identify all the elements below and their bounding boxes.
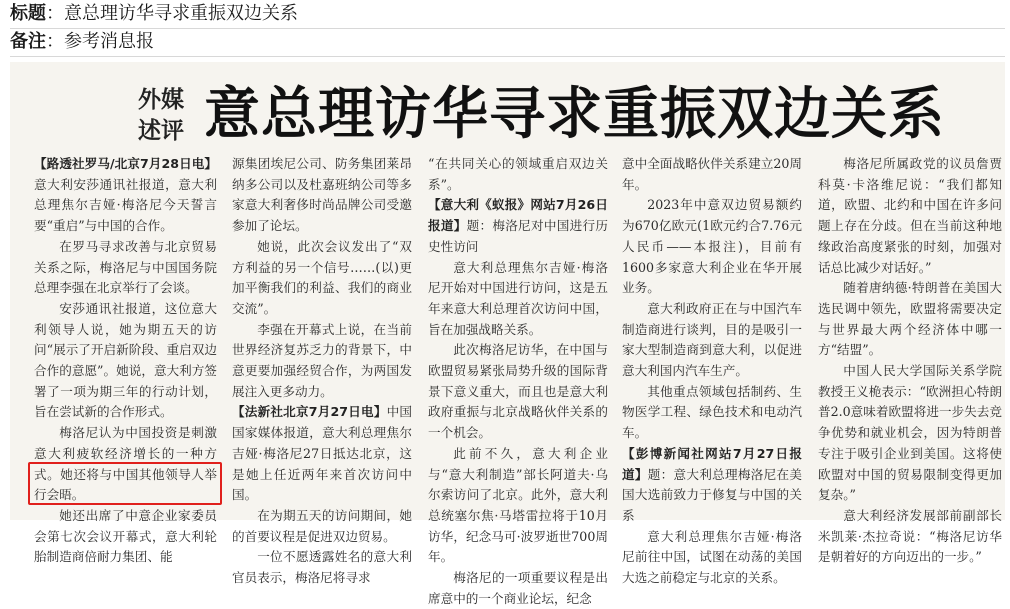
paragraph: 梅洛尼所属政党的议员詹贾科莫·卡洛维尼说：“我们都知道，欧盟、北约和中国在许多问题上存在分歧。但在当前这种地缘政治高度紧张的时刻，加强对话总比减少对话好。” [818, 156, 1002, 275]
paragraph-text: 题：梅洛尼对中国进行历史性访问 [428, 218, 609, 254]
paragraph: 她说，此次会议发出了“双方利益的另一个信号……(以)更加平衡我们的利益、我们的商业交流”。 [232, 238, 412, 316]
paragraph: 梅洛尼的一项重要议程是出席意中的一个商业论坛，纪念 [428, 570, 608, 606]
article-column-3 [428, 154, 608, 609]
paragraph: 意大利政府正在与中国汽车制造商进行谈判，目的是吸引一家大型制造商到意大利，以促进意大利国内汽车生产。 [622, 300, 802, 379]
paragraph: 梅洛尼认为中国投资是刺激意大利疲软经济增长的一种方式。她还将与中国其他领导人举行会晤。 [34, 425, 217, 503]
paragraph: 意大利总理焦尔吉娅·梅洛尼开始对中国进行访问，这是五年来意大利总理首次访问中国，旨在加强战略关系。 [428, 259, 608, 337]
note-value: 参考消息报 [64, 31, 154, 52]
article-column-2 [232, 154, 412, 589]
article-headline: 意总理访华寻求重振双边关系 [204, 82, 945, 147]
paragraph [232, 402, 412, 506]
paragraph: 意大利经济发展部前副部长米凯莱·杰拉奇说：“梅洛尼访华是朝着好的方向迈出的一步。” [818, 507, 1002, 565]
paragraph: 安莎通讯社报道，这位意大利领导人说，她为期五天的访问“展示了开启新阶段、重启双边合作的意愿”。她说，意大利方签署了一项为期三年的行动计划，旨在尝试新的合作形式。 [34, 300, 217, 420]
note-key: 备注 [10, 31, 46, 52]
paragraph: 其他重点领域包括制药、生物医学工程、绿色技术和电动汽车。 [622, 383, 802, 441]
title-row [10, 2, 298, 26]
article-column-1 [34, 154, 217, 568]
article-kicker [138, 84, 184, 146]
paragraph: 中国人民大学国际关系学院教授王义桅表示：“欧洲担心特朗普2.0意味着欧盟将进一步失去竞争优势和就业机会，因为特朗普专注于吸引企业到美国。这将使欧盟对中国的贸易限制变得更加复杂。” [818, 363, 1002, 503]
paragraph-text: 中国国家媒体报道，意大利总理焦尔吉娅·梅洛尼27日抵达北京，这是她上任近两年来首次访问中国。 [232, 404, 412, 503]
paragraph: 一位不愿透露姓名的意大利官员表示，梅洛尼将寻求 [232, 549, 412, 586]
paragraph: 意中全面战略伙伴关系建立20周年。 [622, 156, 802, 192]
dateline: 【路透社罗马/北京7月28日电】 [34, 156, 217, 171]
highlight-box [28, 462, 222, 505]
paragraph: 此前不久，意大利企业与“意大利制造”部长阿道夫·乌尔索访问了北京。此外，意大利总统塞尔焦·马塔雷拉将于10月访华，纪念马可·波罗逝世700周年。 [428, 445, 608, 565]
article-column-5 [818, 154, 1002, 568]
paragraph: 源集团埃尼公司、防务集团莱昂纳多公司以及杜嘉班纳公司等多家意大利奢侈时尚品牌公司受邀参加了论坛。 [232, 156, 412, 234]
dateline: 【法新社北京7月27日电】 [232, 404, 387, 420]
paragraph: 意大利总理焦尔吉娅·梅洛尼前往中国，试图在动荡的美国大选之前稳定与北京的关系。 [622, 528, 802, 586]
paragraph: 在为期五天的访问期间，她的首要议程是促进双边贸易。 [232, 507, 412, 544]
dateline: 【彭博新闻社网站7月27日报道】 [622, 445, 802, 482]
paragraph: 在罗马寻求改善与北京贸易关系之际，梅洛尼与中国国务院总理李强在北京举行了会谈。 [34, 238, 217, 296]
divider [10, 28, 1005, 29]
article-column-4 [622, 154, 802, 589]
paragraph-text: 题：意大利总理梅洛尼在美国大选前致力于修复与中国的关系 [622, 466, 803, 523]
paragraph [428, 195, 608, 257]
paragraph: 随着唐纳德·特朗普在美国大选民调中领先，欧盟将需要决定与世界最大两个经济体中哪一方“结盟”。 [818, 280, 1002, 358]
paragraph: 她还出席了中意企业家委员会第七次会议开幕式，意大利轮胎制造商倍耐力集团、能 [34, 507, 217, 565]
paragraph: 李强在开幕式上说，在当前世界经济复苏乏力的背景下，中意更要加强经贸合作，为两国发展注入更多动力。 [232, 321, 412, 399]
paragraph: 2023年中意双边贸易额约为670亿欧元(1欧元约合7.76元人民币——本报注)，目前有1600多家意大利企业在华开展业务。 [622, 197, 802, 296]
paragraph-text: 意大利安莎通讯社报道，意大利总理焦尔吉娅·梅洛尼今天誓言要“重启”与中国的合作。 [34, 176, 217, 234]
kicker-line-1: 外媒 [138, 86, 184, 113]
dateline: 【意大利《蚁报》网站7月26日报道】 [428, 197, 608, 234]
kicker-line-2: 述评 [138, 117, 184, 144]
paragraph [622, 444, 802, 527]
note-separator: ： [46, 31, 64, 52]
paragraph: 此次梅洛尼访华，在中国与欧盟贸易紧张局势升级的国际背景下意义重大，而且也是意大利政府重振与北京战略伙伴关系的一个机会。 [428, 342, 608, 441]
divider [10, 56, 1005, 57]
note-row [10, 30, 154, 54]
paragraph: “在共同关心的领域重启双边关系”。 [428, 156, 608, 192]
title-value: 意总理访华寻求重振双边关系 [64, 3, 298, 24]
paragraph [34, 154, 217, 237]
title-separator: ： [46, 3, 64, 24]
newspaper-clipping [10, 62, 1005, 606]
title-key: 标题 [10, 3, 46, 24]
